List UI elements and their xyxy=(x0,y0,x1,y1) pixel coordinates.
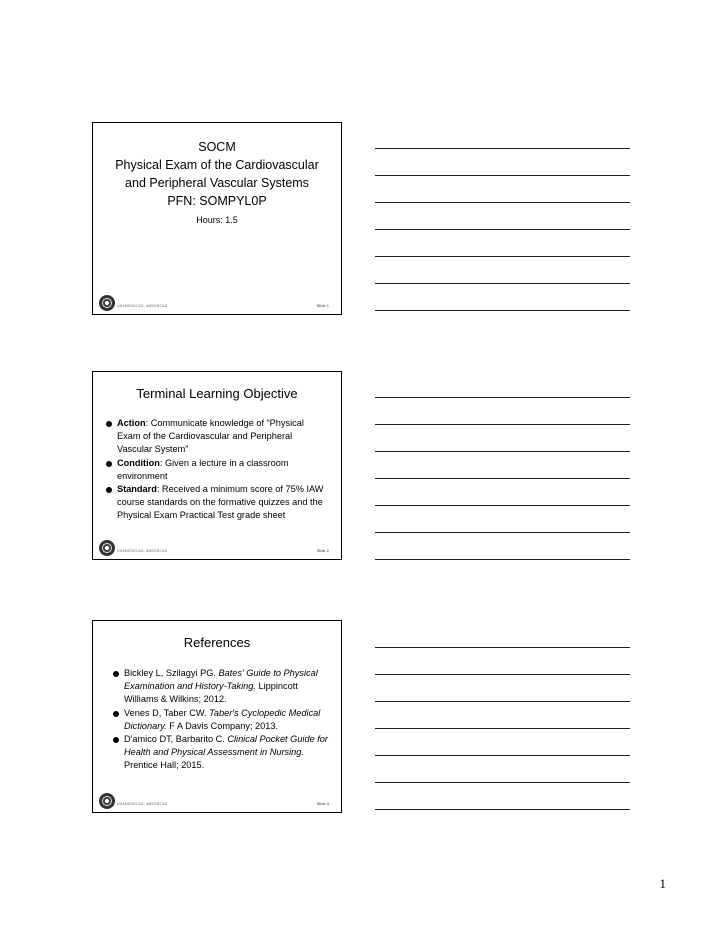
seal-logo-icon xyxy=(99,295,115,311)
note-line xyxy=(375,674,630,675)
list-item xyxy=(106,457,329,483)
bullet-text: : Communicate knowledge of “Physical Exam of the Cardiovascular and Peripheral Vascular System” xyxy=(117,418,304,455)
note-line xyxy=(375,559,630,560)
note-line xyxy=(375,397,630,398)
slide-1 xyxy=(92,122,342,315)
slide-1-title-line: PFN: SOMPYL0P xyxy=(167,194,267,208)
note-line xyxy=(375,809,630,810)
note-line xyxy=(375,175,630,176)
slide-1-title-line: and Peripheral Vascular Systems xyxy=(125,176,309,190)
note-line xyxy=(375,782,630,783)
slide-number: Slide 3 xyxy=(316,801,329,806)
slide-1-title-line: SOCM xyxy=(198,140,236,154)
bullet-label: Condition xyxy=(117,457,160,468)
note-line xyxy=(375,202,630,203)
slide-footer xyxy=(93,292,341,314)
note-line xyxy=(375,424,630,425)
note-line xyxy=(375,148,630,149)
footer-organization: USAMEDDC&S, AMEDDC&S xyxy=(117,549,168,553)
list-item xyxy=(113,707,329,733)
slide-1-title xyxy=(93,138,341,210)
ref-publisher: Lippincott Williams & Wilkins; 2012. xyxy=(124,681,298,705)
note-line xyxy=(375,256,630,257)
ref-title: Taber's Cyclopedic Medical Dictionary. xyxy=(124,707,321,731)
list-item xyxy=(106,483,329,523)
list-item xyxy=(106,417,329,457)
ref-publisher: F A Davis Company; 2013. xyxy=(166,720,279,731)
bullet-label: Action xyxy=(117,418,146,428)
bullet-text: : Given a lecture in a classroom environment xyxy=(117,457,289,481)
note-line xyxy=(375,478,630,479)
note-line xyxy=(375,283,630,284)
list-item xyxy=(113,667,329,707)
slide-footer xyxy=(93,537,341,559)
bullet-text: : Received a minimum score of 75% IAW course standards on the formative quizzes and the Physical Exam Practical Test grade sheet xyxy=(117,484,324,521)
seal-logo-icon xyxy=(99,540,115,556)
slide-3-title: References xyxy=(183,635,251,650)
ref-authors: Bickley L, Szilagyi PG. xyxy=(124,668,219,678)
references-list xyxy=(113,667,329,773)
slide-1-hours: Hours: 1.5 xyxy=(196,215,238,225)
slide-footer xyxy=(93,790,341,812)
slide-2 xyxy=(92,371,342,560)
ref-title: Bates' Guide to Physical Examination and History-Taking. xyxy=(124,668,318,692)
list-item xyxy=(113,733,329,773)
slide-number: Slide 2 xyxy=(316,548,329,553)
bullet-label: Standard xyxy=(117,484,157,495)
note-line xyxy=(375,229,630,230)
seal-logo-icon xyxy=(99,793,115,809)
slide-1-title-line: Physical Exam of the Cardiovascular xyxy=(115,158,319,172)
ref-authors: Venes D, Taber CW. xyxy=(124,707,210,718)
note-line xyxy=(375,728,630,729)
ref-title: Clinical Pocket Guide for Health and Physical Assessment in Nursing. xyxy=(124,734,328,758)
ref-publisher: Prentice Hall; 2015. xyxy=(124,760,205,771)
objective-list xyxy=(106,417,329,523)
note-line xyxy=(375,532,630,533)
note-line xyxy=(375,647,630,648)
footer-organization: USAMEDDC&S, AMEDDC&S xyxy=(117,802,168,806)
slide-3 xyxy=(92,620,342,813)
slide-number: Slide 1 xyxy=(316,303,329,308)
slide-2-title: Terminal Learning Objective xyxy=(136,386,298,401)
page-number: 1 xyxy=(659,876,666,891)
note-line xyxy=(375,310,630,311)
note-line xyxy=(375,451,630,452)
note-line xyxy=(375,755,630,756)
ref-authors: D'amico DT, Barbarito C. xyxy=(124,734,228,745)
footer-organization: USAMEDDC&S, AMEDDC&S xyxy=(117,304,168,308)
note-line xyxy=(375,505,630,506)
note-line xyxy=(375,701,630,702)
